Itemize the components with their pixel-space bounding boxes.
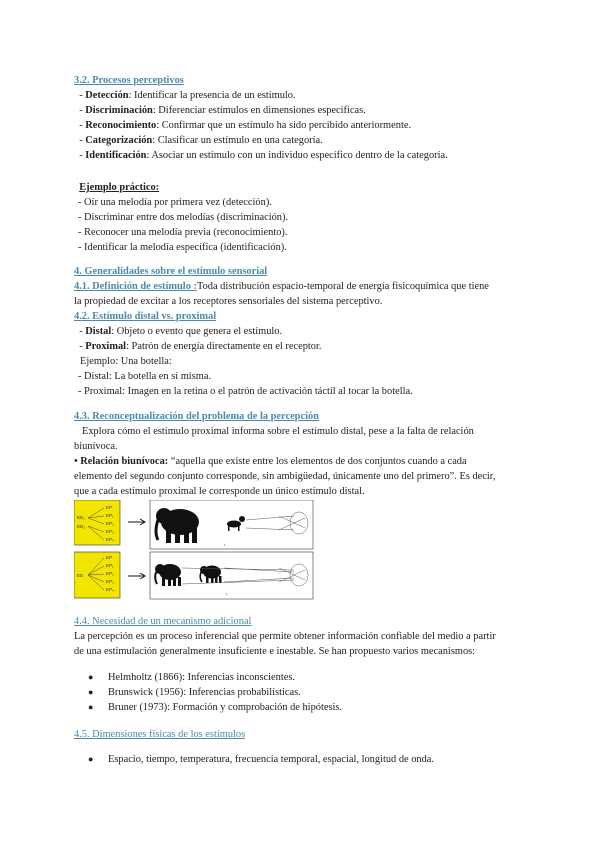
section-4-heading: 4. Generalidades sobre el estímulo sensorial [74, 266, 268, 277]
bottom-diagram [74, 552, 313, 599]
process-item: - Detección: Identificar la presencia de un estímulo. [74, 90, 296, 101]
process-item: - Reconocimiento: Confirmar que un estímulo ha sido percibido anteriormente. [74, 120, 412, 131]
example-heading: Ejemplo práctico: [79, 182, 160, 193]
list-item: ● Brunswick (1956): Inferencias probabilísticas. [88, 687, 301, 698]
section-4-3 [74, 409, 534, 499]
svg-text:ED₂: ED₂ [77, 524, 85, 529]
svg-text:ED₁: ED₁ [77, 515, 85, 520]
example-item: - Proximal: Imagen en la retina o el patrón de activación táctil al tocar la botella. [78, 386, 413, 397]
section-4-4 [74, 614, 534, 659]
list-item: ● Espacio, tiempo, temperatura, frecuencia temporal, espacial, longitud de onda. [88, 754, 435, 765]
paragraph: La percepción es un proceso inferencial que permite obtener información confiable del medio a partir [74, 631, 496, 642]
process-item: - Categorización: Clasificar un estímulo en una categoría. [74, 135, 323, 146]
quote-cont: que a cada estímulo proximal le corresponde un único estímulo distal. [74, 486, 365, 497]
quote: “aquella que existe entre los elementos de dos conjuntos cuando a cada [168, 456, 467, 467]
definition-text-cont: la propiedad de excitar a los receptores sensoriales del sistema perceptivo. [74, 296, 383, 307]
perception-figure [74, 500, 314, 600]
paragraph: Explora cómo el estímulo proximal informa sobre el estímulo distal, pese a la falta de relación [82, 426, 474, 437]
svg-text:EP₄: EP₄ [106, 587, 114, 592]
quote-cont: elemento del segundo conjunto corresponde, sin ambigüedad, únicamente uno del primero”. Es decir, [74, 471, 496, 482]
svg-text:EP₃: EP₃ [106, 529, 114, 534]
example-item: - Identificar la melodía específica (identificación). [78, 242, 287, 253]
svg-text:EP₁: EP₁ [106, 513, 114, 518]
svg-text:EP₂: EP₂ [106, 521, 114, 526]
section-3-2-heading: 3.2. Procesos perceptivos [74, 75, 184, 86]
section-4-3-heading: 4.3. Reconceptualización del problema de la percepción [74, 411, 319, 422]
top-diagram [74, 500, 313, 549]
paragraph-cont: de una estimulación generalmente insuficiente e inestable. Se han propuesto varios mecanismos: [74, 646, 476, 657]
section-4: 4. Generalidades sobre el estímulo sensorial 4.1. Definición de estímulo :Toda distribución espacio-temporal de energía fisicoquímica que tiene la propiedad de excitar a los receptores sensoriales del sistema perceptivo. 4.2. Estímulo distal vs. proximal - Distal: Objeto o evento que genera el estímulo. - Proximal: Patrón de energía directamente en el receptor. Ejemplo: Una botella: - Distal: La botella en sí misma. - Proximal: Imagen en la retina o el patrón de activación táctil al tocar la botella. [74, 264, 534, 399]
mechanism-list [74, 670, 534, 715]
stimulus-item: - Proximal: Patrón de energía directamente en el receptor. [74, 341, 322, 352]
example-item: - Oír una melodía por primera vez (detección). [78, 197, 272, 208]
process-item: - Identificación: Asociar un estímulo con un individuo específico dentro de la categoría. [74, 150, 448, 161]
dimension-list [74, 752, 534, 767]
svg-text:ED: ED [77, 573, 84, 578]
svg-text:EP: EP [106, 505, 113, 510]
paragraph-cont: biunívoca. [74, 441, 118, 452]
example-item: - Discriminar entre dos melodías (discriminación). [78, 212, 289, 223]
section-3-2 [74, 73, 534, 163]
svg-text:EP₁: EP₁ [106, 563, 114, 568]
definition-text: Toda distribución espacio-temporal de energía fisicoquímica que tiene [196, 281, 489, 292]
dot-mark: • [224, 542, 226, 547]
biunivoca-term: • Relación biunívoca: [74, 456, 169, 467]
process-item: - Discriminación: Diferenciar estímulos en dimensiones específicas. [74, 105, 366, 116]
example-item: - Reconocer una melodía previa (reconocimiento). [78, 227, 288, 238]
example-item: - Distal: La botella en sí misma. [78, 371, 212, 382]
list-item: ● Helmholtz (1866): Inferencias inconscientes. [88, 672, 295, 683]
svg-text:EP: EP [106, 555, 113, 560]
svg-text:EP₂: EP₂ [106, 571, 114, 576]
section-4-2-heading: 4.2. Estímulo distal vs. proximal [74, 311, 217, 322]
dot-mark: • [226, 591, 228, 596]
section-4-4-heading: 4.4. Necesidad de un mecanismo adicional [74, 616, 252, 627]
example-block [74, 180, 534, 255]
stimulus-item: - Distal: Objeto o evento que genera el estímulo. [74, 326, 283, 337]
svg-text:EP₃: EP₃ [106, 579, 114, 584]
svg-text:EP₄: EP₄ [106, 537, 114, 542]
list-item: ● Bruner (1973): Formación y comprobación de hipótesis. [88, 702, 343, 713]
section-4-5 [74, 727, 534, 742]
section-4-5-heading: 4.5. Dimensiones físicas de los estímulos [74, 729, 246, 740]
example-intro: Ejemplo: Una botella: [80, 356, 172, 367]
section-4-1-heading: 4.1. Definición de estímulo [74, 281, 191, 292]
